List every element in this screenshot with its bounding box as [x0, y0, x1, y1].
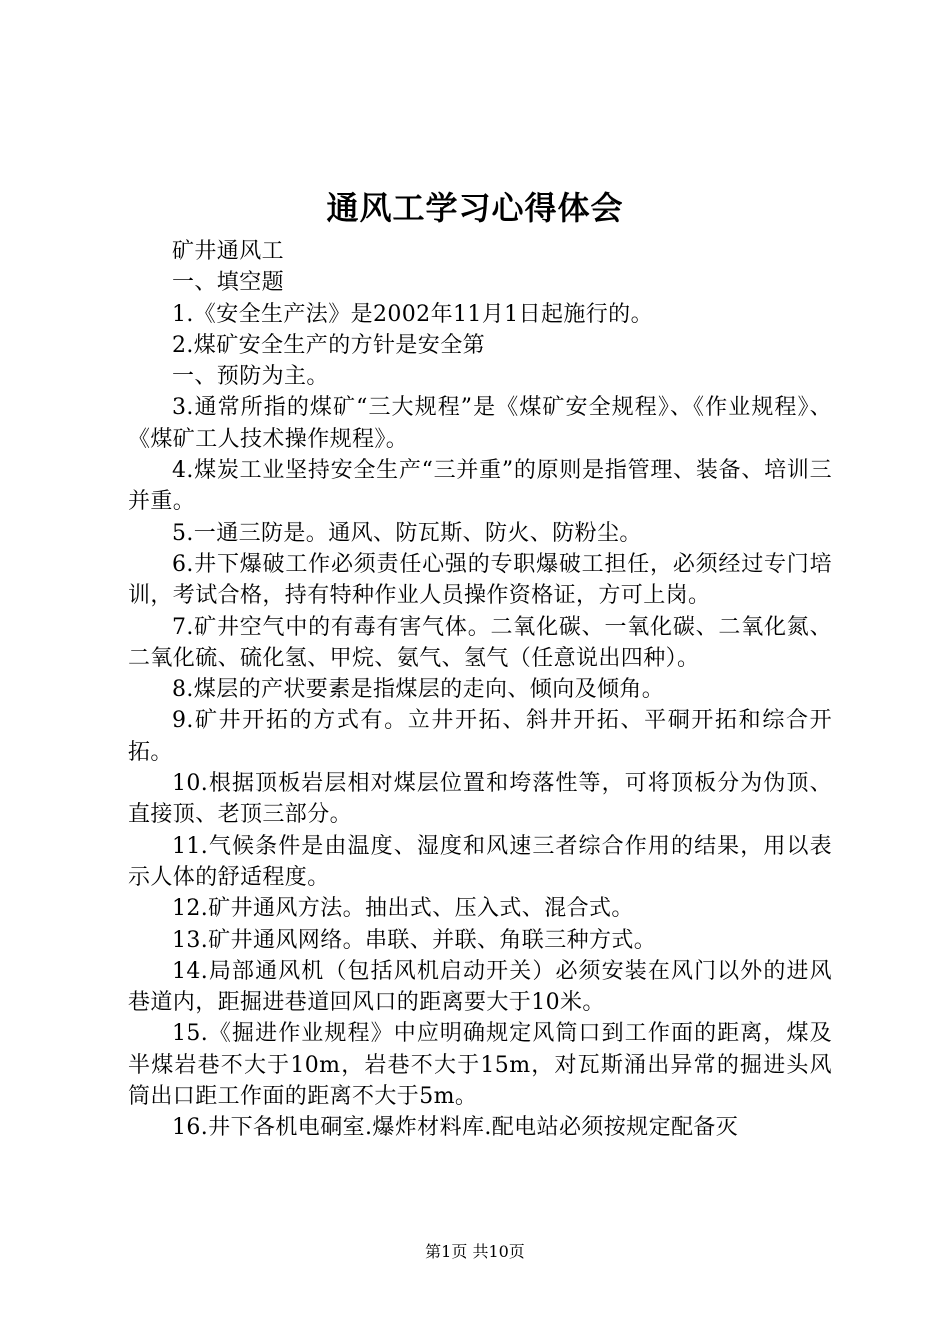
paragraph-2: 一、填空题 — [172, 270, 285, 296]
paragraph-16: 13.矿井通风网络。串联、并联、角联三种方式。 — [172, 927, 657, 953]
paragraph-14: 11.气候条件是由温度、湿度和风速三者综合作用的结果，用以表示人体的舒适程度。 — [128, 833, 832, 890]
document-title: 通风工学习心得体会 — [326, 189, 624, 227]
page-footer: 第1页 共10页 — [425, 1242, 525, 1261]
document-body — [128, 236, 832, 1144]
paragraph-11: 8.煤层的产状要素是指煤层的走向、倾向及倾角。 — [172, 677, 665, 703]
paragraph-9: 6.井下爆破工作必须责任心强的专职爆破工担任，必须经过专门培训，考试合格，持有特种作业人员操作资格证，方可上岗。 — [128, 551, 832, 609]
paragraph-19: 16.井下各机电硐室.爆炸材料库.配电站必须按规定配备灭 — [172, 1115, 739, 1141]
paragraph-1: 矿井通风工 — [172, 239, 285, 264]
paragraph-5: 一、预防为主。 — [172, 364, 329, 390]
paragraph-3: 1.《安全生产法》是2002年11月1日起施行的。 — [172, 301, 653, 327]
paragraph-7: 4.煤炭工业坚持安全生产“三并重”的原则是指管理、装备、培训三并重。 — [128, 458, 832, 515]
paragraph-12: 9.矿井开拓的方式有。立井开拓、斜井开拓、平硐开拓和综合开拓。 — [128, 708, 832, 765]
paragraph-4: 2.煤矿安全生产的方针是安全第 — [172, 332, 485, 358]
paragraph-15: 12.矿井通风方法。抽出式、压入式、混合式。 — [172, 896, 634, 922]
paragraph-13: 10.根据顶板岩层相对煤层位置和垮落性等，可将顶板分为伪顶、直接顶、老顶三部分。 — [128, 771, 832, 828]
paragraph-17: 14.局部通风机（包括风机启动开关）必须安装在风门以外的进风巷道内，距掘进巷道回风口的距离要大于10米。 — [128, 958, 832, 1016]
paragraph-18: 15.《掘进作业规程》中应明确规定风筒口到工作面的距离，煤及半煤岩巷不大于10m，岩巷不大于15m，对瓦斯涌出异常的掘进头风筒出口距工作面的距离不大于5m。 — [128, 1021, 832, 1110]
paragraph-8: 5.一通三防是。通风、防瓦斯、防火、防粉尘。 — [172, 520, 642, 546]
paragraph-10: 7.矿井空气中的有毒有害气体。二氧化碳、一氧化碳、二氧化氮、二氧化硫、硫化氢、甲烷、氨气、氢气（任意说出四种）。 — [128, 614, 832, 671]
paragraph-6: 3.通常所指的煤矿“三大规程”是《煤矿安全规程》、《作业规程》、《煤矿工人技术操作规程》。 — [128, 395, 832, 452]
